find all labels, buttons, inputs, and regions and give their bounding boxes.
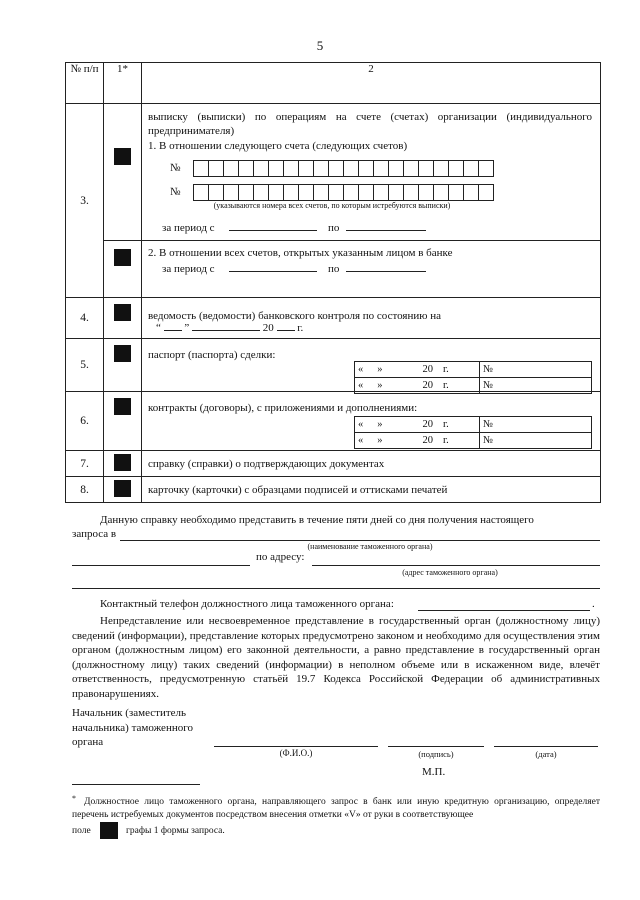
passport-date-2[interactable]: « » 20 г.: [355, 378, 480, 394]
period-to-field[interactable]: [346, 230, 426, 231]
black-square-icon: [100, 822, 118, 839]
row-number: 3.: [66, 104, 104, 298]
passport-number-2[interactable]: №: [480, 378, 592, 394]
period-to-label: по: [328, 222, 340, 234]
checkbox-field-3-1[interactable]: [114, 148, 131, 165]
phone-end-dot: .: [592, 598, 595, 610]
period-from-label: за период с: [162, 222, 215, 234]
customs-organ-name-field[interactable]: [120, 528, 600, 541]
table-row-5: [66, 339, 601, 392]
period-to-field-2[interactable]: [346, 271, 426, 272]
row-7-text: справку (справки) о подтверждающих документах: [142, 451, 601, 477]
date-field[interactable]: [494, 734, 598, 747]
date-quote-open: “: [156, 322, 161, 334]
footnote-field-label: поле: [72, 826, 91, 836]
header-col-mark: 1*: [104, 63, 142, 104]
contract-number-2[interactable]: №: [480, 433, 592, 449]
checkbox-field-6[interactable]: [114, 398, 131, 415]
checkbox-field-3-2[interactable]: [114, 249, 131, 266]
customs-organ-name-field-2[interactable]: [72, 553, 250, 566]
row-3-text: выписку (выписки) по операциям на счете (счетах) организации (индивидуального предпринимателя): [148, 111, 592, 137]
header-col-number: № п/п: [66, 63, 104, 104]
table-row-4: [66, 298, 601, 339]
period-from-field-2[interactable]: [229, 271, 317, 272]
date-year: 20: [262, 322, 274, 334]
passport-date-1[interactable]: « » 20 г.: [355, 362, 480, 378]
passport-dates-table: [354, 361, 592, 394]
account-number-label-2: №: [170, 186, 181, 199]
table-row-8: [66, 477, 601, 503]
row-4-text: ведомость (ведомости) банковского контроля по состоянию на: [148, 310, 441, 322]
address-field[interactable]: [312, 553, 600, 566]
fio-field[interactable]: [214, 734, 378, 747]
checkbox-field-5[interactable]: [114, 345, 131, 362]
row-5-text: паспорт (паспорта) сделки:: [148, 349, 276, 361]
customs-organ-caption: (наименование таможенного органа): [307, 542, 433, 551]
address-field-2[interactable]: [72, 576, 600, 589]
table-header-row: [66, 63, 601, 104]
body-paragraph-1: Данную справку необходимо представить в течение пяти дней со дня получения настоящего: [100, 514, 534, 526]
fio-caption: (Ф.И.О.): [279, 748, 313, 758]
date-month-field[interactable]: [192, 330, 260, 331]
row-number: 6.: [66, 392, 104, 451]
contract-number-1[interactable]: №: [480, 417, 592, 433]
row-6-text: контракты (договоры), с приложениями и дополнениями:: [148, 402, 418, 414]
period-from-label-2: за период с: [162, 263, 215, 275]
account-number-grid-1[interactable]: [193, 160, 494, 177]
date-year-field[interactable]: [277, 330, 295, 331]
table-row-7: [66, 451, 601, 477]
checkbox-field-4[interactable]: [114, 304, 131, 321]
contact-phone-field[interactable]: [418, 598, 590, 611]
row-3-subitem-2: 2. В отношении всех счетов, открытых указанным лицом в банке: [148, 247, 453, 259]
date-day-field[interactable]: [164, 330, 182, 331]
body-request-to: запроса в: [72, 528, 117, 540]
row-8-text: карточку (карточки) с образцами подписей и оттисками печатей: [142, 477, 601, 503]
signatory-title: Начальник (заместитель начальника) таможенного органа: [72, 707, 193, 748]
table-row-3b: [66, 241, 601, 298]
checkbox-field-7[interactable]: [114, 454, 131, 471]
period-to-label-2: по: [328, 263, 340, 275]
table-row-6: [66, 392, 601, 451]
footnote-column-text: графы 1 формы запроса.: [126, 826, 225, 836]
footnote-text: Должностное лицо таможенного органа, направляющего запрос в банк или иную кредитную организацию, определяет перечень истребуемых документов посредством внесения отметки «V» от руки в соответствующее: [72, 797, 600, 820]
signature-field[interactable]: [388, 734, 484, 747]
contact-phone-label: Контактный телефон должностного лица таможенного органа:: [100, 598, 394, 610]
row-number: 5.: [66, 339, 104, 392]
page-number: 5: [316, 38, 324, 53]
address-caption: (адрес таможенного органа): [402, 568, 498, 577]
account-number-label-1: №: [170, 162, 181, 175]
row-number: 4.: [66, 298, 104, 339]
date-g: г.: [297, 322, 304, 334]
account-number-grid-2[interactable]: [193, 184, 494, 201]
period-from-field[interactable]: [229, 230, 317, 231]
date-quote-close: ”: [184, 322, 190, 334]
checkbox-field-8[interactable]: [114, 480, 131, 497]
row-number: 8.: [66, 477, 104, 503]
contract-date-1[interactable]: « » 20 г.: [355, 417, 480, 433]
accounts-caption: (указываются номера всех счетов, по которым истребуются выписки): [213, 201, 451, 210]
stamp-place-label: М.П.: [422, 766, 446, 778]
row-number: 7.: [66, 451, 104, 477]
footnote-mark: *: [72, 794, 76, 803]
signature-caption: (подпись): [418, 749, 454, 759]
liability-paragraph: Непредставление или несвоевременное представление в государственный орган (должностному лицу) сведений (информации), представление которых предусмотрено законом и необходимо для осуществления этим органом (должностным лицом) его законной деятельности, а равно представление в государственный орган (должностному лицу) таких сведений (информации) в неполном объеме или в искаженном виде, влечёт ответственность, предусмотренную статьёй 19.7 Кодекса Российской Федерации об административных правонарушениях.: [72, 615, 600, 700]
passport-number-1[interactable]: №: [480, 362, 592, 378]
contract-date-2[interactable]: « » 20 г.: [355, 433, 480, 449]
table-row-3: [66, 104, 601, 241]
documents-table: [65, 62, 601, 503]
header-col-content: 2: [142, 63, 601, 104]
date-caption: (дата): [535, 749, 557, 759]
contract-dates-table: [354, 416, 592, 449]
row-3-subitem-1: 1. В отношении следующего счета (следующих счетов): [148, 140, 408, 152]
by-address-label: по адресу:: [256, 551, 305, 563]
footnote-divider: [72, 784, 200, 785]
